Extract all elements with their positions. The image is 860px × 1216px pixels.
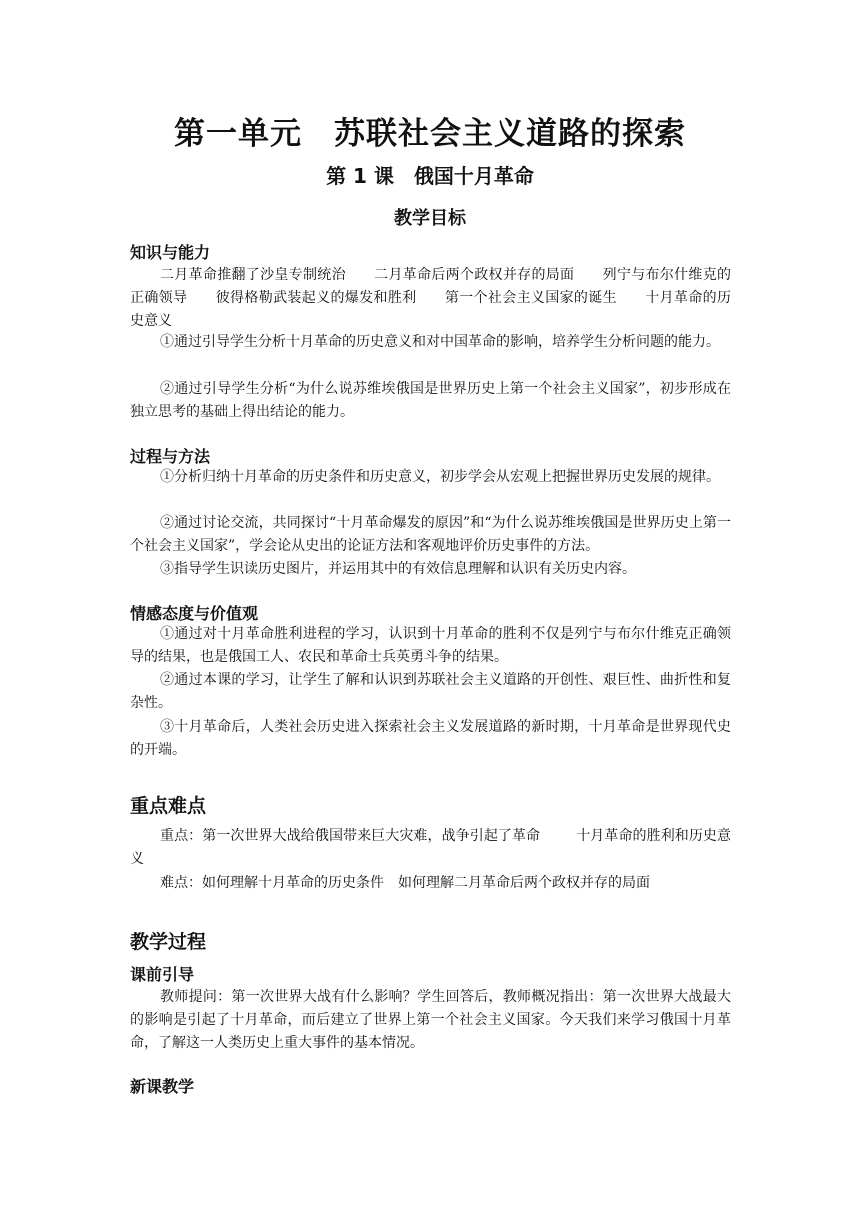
teaching-heading: 教学过程 — [130, 931, 207, 953]
emotion-paragraph-2: ②通过本课的学习，让学生了解和认识到苏联社会主义道路的开创性、艰巨性、曲折性和复杂性。 — [130, 672, 731, 711]
emotion-heading: 情感态度与价值观 — [130, 604, 259, 623]
knowledge-item: 列宁与布尔什维克的正确领导 — [130, 267, 732, 306]
key-point-text — [130, 825, 731, 871]
key-point-b: 十月革命的胜利和历史意义 — [130, 828, 732, 867]
difficult-point-b: 如何理解二月革命后两个政权并存的局面 — [398, 875, 650, 891]
key-points-heading: 重点难点 — [130, 795, 207, 817]
process-paragraph-3: ③指导学生识读历史图片，并运用其中的有效信息理解和认识有关历史内容。 — [160, 561, 636, 577]
knowledge-item: 彼得格勒武装起义的爆发和胜利 — [215, 290, 417, 306]
knowledge-items — [130, 264, 731, 333]
knowledge-item: 十月革命的历史意义 — [130, 290, 732, 329]
knowledge-heading: 知识与能力 — [130, 243, 211, 262]
emotion-paragraph-3: ③十月革命后，人类社会历史进入探索社会主义发展道路的新时期，十月革命是世界现代史的开端。 — [130, 719, 731, 758]
knowledge-item: 第一个社会主义国家的诞生 — [444, 290, 617, 306]
knowledge-item: 二月革命后两个政权并存的局面 — [373, 267, 575, 283]
key-point-a: 重点：第一次世界大战给俄国带来巨大灾难，战争引起了革命 — [160, 828, 541, 844]
intro-heading: 课前引导 — [130, 965, 195, 984]
difficult-point-text — [130, 872, 731, 895]
unit-title: 第一单元 苏联社会主义道路的探索 — [174, 116, 686, 152]
process-heading: 过程与方法 — [130, 447, 211, 466]
knowledge-paragraph-2: ②通过引导学生分析“为什么说苏维埃俄国是世界历史上第一个社会主义国家”，初步形成在独立思考的基础上得出结论的能力。 — [130, 381, 731, 420]
knowledge-paragraph-1: ①通过引导学生分析十月革命的历史意义和对中国革命的影响，培养学生分析问题的能力。 — [160, 334, 720, 350]
knowledge-item: 二月革命推翻了沙皇专制统治 — [160, 267, 346, 283]
emotion-paragraph-1: ①通过对十月革命胜利进程的学习，认识到十月革命的胜利不仅是列宁与布尔什维克正确领导的结果，也是俄国工人、农民和革命士兵英勇斗争的结果。 — [130, 626, 731, 665]
new-lesson-heading: 新课教学 — [130, 1077, 195, 1096]
difficult-point-a: 难点：如何理解十月革命的历史条件 — [160, 875, 384, 891]
process-paragraph-1: ①分析归纳十月革命的历史条件和历史意义，初步学会从宏观上把握世界历史发展的规律。 — [160, 469, 720, 485]
intro-paragraph: 教师提问：第一次世界大战有什么影响？学生回答后，教师概况指出：第一次世界大战最大的影响是引起了十月革命，而后建立了世界上第一个社会主义国家。今天我们来学习俄国十月革命，了解这一人类历史上重大事件的基本情况。 — [130, 989, 731, 1051]
process-paragraph-2: ②通过讨论交流，共同探讨“十月革命爆发的原因”和“为什么说苏维埃俄国是世界历史上第一个社会主义国家”，学会论从史出的论证方法和客观地评价历史事件的方法。 — [130, 515, 731, 554]
lesson-title: 第 1 课 俄国十月革命 — [326, 164, 534, 188]
goals-heading: 教学目标 — [394, 208, 466, 229]
